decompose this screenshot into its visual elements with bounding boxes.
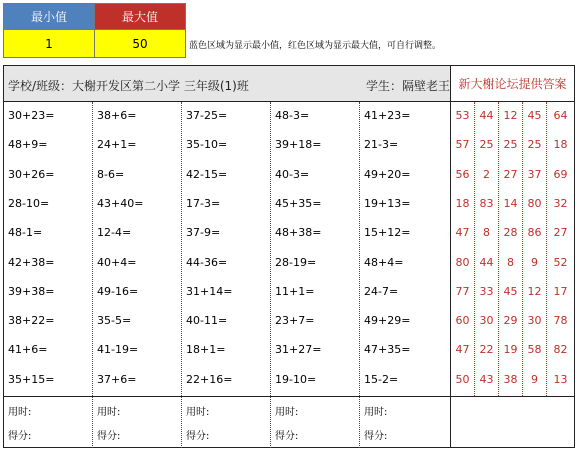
problem-cell[interactable]: 49+20=	[364, 168, 411, 181]
problem-cell[interactable]: 28-19=	[275, 256, 317, 269]
footer-answer-blank	[450, 397, 574, 448]
problem-column	[4, 102, 93, 396]
answer-column	[523, 102, 547, 396]
problem-cell[interactable]: 31+14=	[186, 285, 233, 298]
problem-cell[interactable]: 35-5=	[97, 314, 132, 327]
problem-cell[interactable]: 41-19=	[97, 343, 139, 356]
time-label: 用时:	[364, 407, 388, 418]
problem-cell[interactable]: 40-11=	[186, 314, 228, 327]
answer-grid	[450, 102, 574, 396]
answer-cell: 86	[527, 226, 542, 239]
answer-cell: 60	[455, 314, 470, 327]
student-label: 学生：隔壁老王	[366, 79, 451, 93]
answer-cell: 52	[553, 256, 568, 269]
problem-cell[interactable]: 41+23=	[364, 109, 411, 122]
answer-cell: 28	[503, 226, 518, 239]
problem-cell[interactable]: 49-16=	[97, 285, 139, 298]
answer-cell: 19	[503, 343, 518, 356]
problem-cell[interactable]: 8-6=	[97, 168, 125, 181]
answer-cell: 8	[507, 256, 514, 269]
score-label: 得分:	[275, 431, 299, 442]
problem-cell[interactable]: 42-15=	[186, 168, 228, 181]
min-value-cell[interactable]: 1	[4, 30, 95, 57]
problem-cell[interactable]: 40-3=	[275, 168, 310, 181]
problem-cell[interactable]: 21-3=	[364, 138, 399, 151]
answer-cell: 56	[455, 168, 470, 181]
answer-cell: 12	[527, 285, 542, 298]
problem-cell[interactable]: 12-4=	[97, 226, 132, 239]
answer-cell: 13	[553, 373, 568, 386]
score-label: 得分:	[97, 431, 121, 442]
problem-cell[interactable]: 44-36=	[186, 256, 228, 269]
score-label: 得分:	[8, 431, 32, 442]
answer-cell: 69	[553, 168, 568, 181]
problem-cell[interactable]: 41+6=	[8, 343, 48, 356]
answer-cell: 78	[553, 314, 568, 327]
answer-cell: 44	[479, 109, 494, 122]
problem-cell[interactable]: 49+29=	[364, 314, 411, 327]
answer-cell: 9	[531, 373, 538, 386]
problem-cell[interactable]: 19+13=	[364, 197, 411, 210]
answer-cell: 57	[455, 138, 470, 151]
problem-cell[interactable]: 15+12=	[364, 226, 411, 239]
problem-cell[interactable]: 42+38=	[8, 256, 55, 269]
answer-cell: 47	[455, 343, 470, 356]
footer-column	[4, 397, 93, 448]
problem-cell[interactable]: 35-10=	[186, 138, 228, 151]
answer-cell: 80	[527, 197, 542, 210]
answer-cell: 2	[483, 168, 490, 181]
answer-cell: 38	[503, 373, 518, 386]
answer-column	[499, 102, 523, 396]
instruction-note: 蓝色区域为显示最小值，红色区域为显示最大值，可自行调整。	[189, 41, 442, 51]
answer-cell: 82	[553, 343, 568, 356]
time-label: 用时:	[97, 407, 121, 418]
time-label: 用时:	[8, 407, 32, 418]
answer-cell: 29	[503, 314, 518, 327]
problem-cell[interactable]: 35+15=	[8, 373, 55, 386]
problem-cell[interactable]: 17-3=	[186, 197, 221, 210]
max-value-header: 最大值	[95, 4, 185, 30]
problem-cell[interactable]: 40+4=	[97, 256, 137, 269]
answer-cell: 45	[503, 285, 518, 298]
answer-cell: 64	[553, 109, 568, 122]
problem-cell[interactable]: 30+26=	[8, 168, 55, 181]
school-class-label: 学校/班级：大榭开发区第二小学 三年级(1)班	[8, 79, 249, 93]
answer-cell: 12	[503, 109, 518, 122]
answer-column	[451, 102, 475, 396]
score-label: 得分:	[186, 431, 210, 442]
answer-column	[475, 102, 499, 396]
score-label: 得分:	[364, 431, 388, 442]
answer-cell: 14	[503, 197, 518, 210]
problem-cell[interactable]: 19-10=	[275, 373, 317, 386]
answer-cell: 37	[527, 168, 542, 181]
problem-cell[interactable]: 45+35=	[275, 197, 322, 210]
answer-cell: 22	[479, 343, 494, 356]
problem-cell[interactable]: 39+38=	[8, 285, 55, 298]
footer-row	[4, 396, 574, 447]
problem-cell[interactable]: 39+18=	[275, 138, 322, 151]
answer-cell: 8	[483, 226, 490, 239]
time-label: 用时:	[186, 407, 210, 418]
footer-column	[271, 397, 360, 448]
answer-cell: 25	[503, 138, 518, 151]
problem-cell[interactable]: 38+6=	[97, 109, 137, 122]
time-label: 用时:	[275, 407, 299, 418]
answer-cell: 27	[503, 168, 518, 181]
answer-cell: 77	[455, 285, 470, 298]
answer-cell: 30	[527, 314, 542, 327]
problem-cell[interactable]: 37-25=	[186, 109, 228, 122]
answer-cell: 17	[553, 285, 568, 298]
problem-column	[182, 102, 271, 396]
answer-cell: 30	[479, 314, 494, 327]
problem-cell[interactable]: 38+22=	[8, 314, 55, 327]
problem-column	[93, 102, 182, 396]
answer-cell: 53	[455, 109, 470, 122]
problem-cell[interactable]: 24+1=	[97, 138, 137, 151]
problem-cell[interactable]: 48-1=	[8, 226, 43, 239]
answer-cell: 25	[479, 138, 494, 151]
problem-cell[interactable]: 37+6=	[97, 373, 137, 386]
problem-cell[interactable]: 28-10=	[8, 197, 50, 210]
problem-cell[interactable]: 31+27=	[275, 343, 322, 356]
answer-cell: 44	[479, 256, 494, 269]
problem-cell[interactable]: 43+40=	[97, 197, 144, 210]
min-value-header: 最小值	[4, 4, 95, 30]
answer-cell: 27	[553, 226, 568, 239]
problem-cell[interactable]: 23+7=	[275, 314, 315, 327]
answer-cell: 9	[531, 256, 538, 269]
problem-cell[interactable]: 30+23=	[8, 109, 55, 122]
problem-cell[interactable]: 11+1=	[275, 285, 315, 298]
footer-column	[360, 397, 450, 448]
answer-cell: 50	[455, 373, 470, 386]
problem-column	[271, 102, 360, 396]
answer-cell: 58	[527, 343, 542, 356]
answer-cell: 33	[479, 285, 494, 298]
worksheet-header	[4, 66, 574, 102]
range-controls	[3, 3, 186, 58]
problem-cell[interactable]: 37-9=	[186, 226, 221, 239]
answer-column	[547, 102, 574, 396]
answer-cell: 18	[553, 138, 568, 151]
problem-cell[interactable]: 18+1=	[186, 343, 226, 356]
answer-cell: 32	[553, 197, 568, 210]
answer-title: 新大榭论坛提供答案	[450, 66, 574, 101]
problem-cell[interactable]: 24-7=	[364, 285, 399, 298]
answer-cell: 43	[479, 373, 494, 386]
answer-cell: 83	[479, 197, 494, 210]
problem-column	[360, 102, 450, 396]
problem-cell[interactable]: 15-2=	[364, 373, 399, 386]
problem-cell[interactable]: 48+4=	[364, 256, 404, 269]
answer-cell: 80	[455, 256, 470, 269]
footer-column	[93, 397, 182, 448]
answer-cell: 47	[455, 226, 470, 239]
footer-column	[182, 397, 271, 448]
problem-cell[interactable]: 48-3=	[275, 109, 310, 122]
problem-cell[interactable]: 48+9=	[8, 138, 48, 151]
problem-cell[interactable]: 48+38=	[275, 226, 322, 239]
problem-cell[interactable]: 47+35=	[364, 343, 411, 356]
worksheet	[3, 65, 575, 448]
answer-cell: 25	[527, 138, 542, 151]
answer-cell: 45	[527, 109, 542, 122]
max-value-cell[interactable]: 50	[95, 30, 185, 57]
problem-grid	[4, 102, 450, 396]
answer-cell: 18	[455, 197, 470, 210]
problem-cell[interactable]: 22+16=	[186, 373, 233, 386]
